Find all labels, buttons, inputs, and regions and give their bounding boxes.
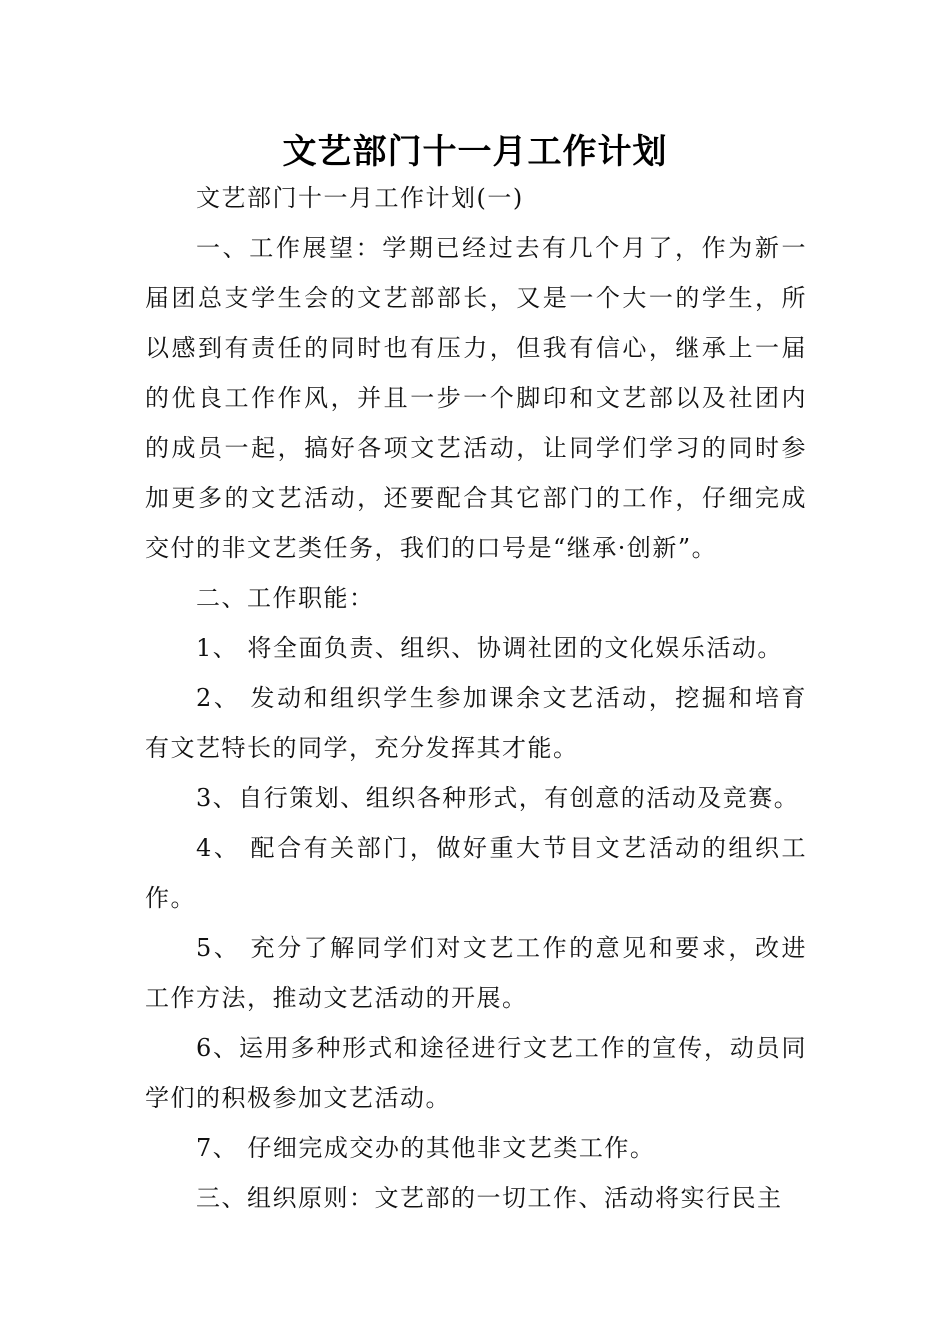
document-body — [145, 173, 807, 1223]
paragraph-organization-principles: 三、组织原则：文艺部的一切工作、活动将实行民主 — [196, 1184, 783, 1212]
paragraph-function-6: 6、运用多种形式和途径进行文艺工作的宣传，动员同学们的积极参加文艺活动。 — [145, 1034, 807, 1112]
paragraph-work-functions-heading: 二、工作职能： — [196, 584, 375, 612]
paragraph-function-1: 1、 将全面负责、组织、协调社团的文化娱乐活动。 — [196, 634, 783, 662]
document-title: 文艺部门十一月工作计划 — [282, 132, 668, 172]
paragraph-function-2: 2、 发动和组织学生参加课余文艺活动，挖掘和培育有文艺特长的同学，充分发挥其才能。 — [145, 684, 807, 762]
paragraph-work-outlook: 一、工作展望：学期已经过去有几个月了，作为新一届团总支学生会的文艺部部长，又是一个大一的学生，所以感到有责任的同时也有压力，但我有信心，继承上一届的优良工作作风，并且一步一个脚印和文艺部以及社团内的成员一起，搞好各项文艺活动，让同学们学习的同时参加更多的文艺活动，还要配合其它部门的工作，仔细完成交付的非文艺类任务，我们的口号是“继承·创新”。 — [145, 234, 807, 562]
paragraph-function-3: 3、自行策划、组织各种形式，有创意的活动及竞赛。 — [196, 784, 800, 812]
paragraph-function-4: 4、 配合有关部门，做好重大节目文艺活动的组织工作。 — [145, 834, 807, 912]
paragraph-function-7: 7、 仔细完成交办的其他非文艺类工作。 — [196, 1134, 656, 1162]
paragraph-subtitle: 文艺部门十一月工作计划(一) — [196, 184, 524, 212]
paragraph-function-5: 5、 充分了解同学们对文艺工作的意见和要求，改进工作方法，推动文艺活动的开展。 — [145, 934, 807, 1012]
